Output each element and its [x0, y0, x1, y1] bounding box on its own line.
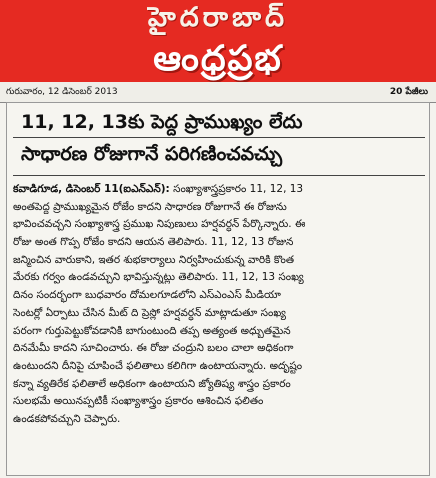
headline-divider	[13, 175, 425, 176]
newspaper-masthead	[0, 0, 436, 82]
news-article	[6, 102, 430, 476]
issue-date: గురువారం, 12 డిసెంబర్ 2013	[6, 87, 118, 97]
article-line: ఉండకపోవచ్చుని చెప్పారు.	[13, 412, 121, 425]
article-line: మేరకు గర్వం ఉండవచ్చుని భావిస్తున్నట్లు తెలిపారు. 11, 12, 13 సంఖ్య	[13, 271, 304, 284]
article-line: దినం సందర్భంగా బుధవారం దోమలగూడలోని ఎస్ఎంఎస్ మీడియా	[13, 289, 281, 302]
page-count: 20 పేజీలు	[389, 87, 428, 97]
headline-line-1: 11, 12, 13కు పెద్ద ప్రాముఖ్యం లేదు	[21, 111, 303, 133]
article-line	[13, 181, 425, 199]
article-byline: కవాడిగూడ, డిసెంబర్ 11(ఐఎన్ఎన్):	[13, 183, 170, 195]
masthead-city: హైదరాబాద్	[147, 2, 289, 33]
article-line: కన్నా వ్యతిరేక ఫలితాలే అధికంగా ఉంటాయని జ్యోతిష్య శాస్త్రం ప్రకారం	[13, 377, 291, 390]
article-line: జన్మించిన వారుకాని, ఇతర శుభకార్యాలు నిర్వహించుకున్న వారికి కొంత	[13, 253, 295, 266]
issue-dateline	[0, 82, 436, 103]
article-line: అంతపెద్ద ప్రాముఖ్యమైన రోజేం కాదని సాధారణ రోజుగానే ఈ రోజును	[13, 200, 287, 213]
article-line: సులభమే అయినప్పటికీ సంఖ్యాశాస్త్రం ప్రకారం ఆశించిన ఫలితం	[13, 395, 264, 408]
article-body	[13, 181, 425, 429]
article-line: దినమేమీ కాదని సూచించారు. ఈ రోజు చంద్రుని బలం చాలా అధికంగా	[13, 342, 294, 355]
article-line: ఉంటుందని దీనిపై చూపించే ఫలితాలు కలిగిగా ఉంటాయన్నారు. అదృష్టం	[13, 359, 303, 372]
article-line: రోజు అంత గొప్ప రోజేం కాదని ఆయన తెలిపారు. 11, 12, 13 రోజున	[13, 236, 294, 249]
headline-line-2: సాధారణ రోజుగానే పరిగణించవచ్చు	[21, 143, 283, 165]
article-line: సెంటర్లో ఏర్పాటు చేసిన మీట్ ది ప్రెస్లో హర్షవర్ధన్ మాట్లాడుతూ సంఖ్య	[13, 306, 286, 319]
article-line: భావించవచ్చని సంఖ్యాశాస్త్ర ప్రముఖ నిపుణులు హర్షవర్ధన్ పేర్కొన్నారు. ఈ	[13, 218, 306, 231]
article-line-text: సంఖ్యాశాస్త్రప్రకారం 11, 12, 13	[173, 183, 304, 195]
masthead-title: ఆంధ్రప్రభ	[153, 39, 283, 79]
headline-divider	[13, 137, 425, 138]
article-line: పరంగా గుర్తుపెట్టుకోవడానికి బాగుంటుంది తప్ప అత్యంత అధ్బుతమైన	[13, 324, 291, 337]
